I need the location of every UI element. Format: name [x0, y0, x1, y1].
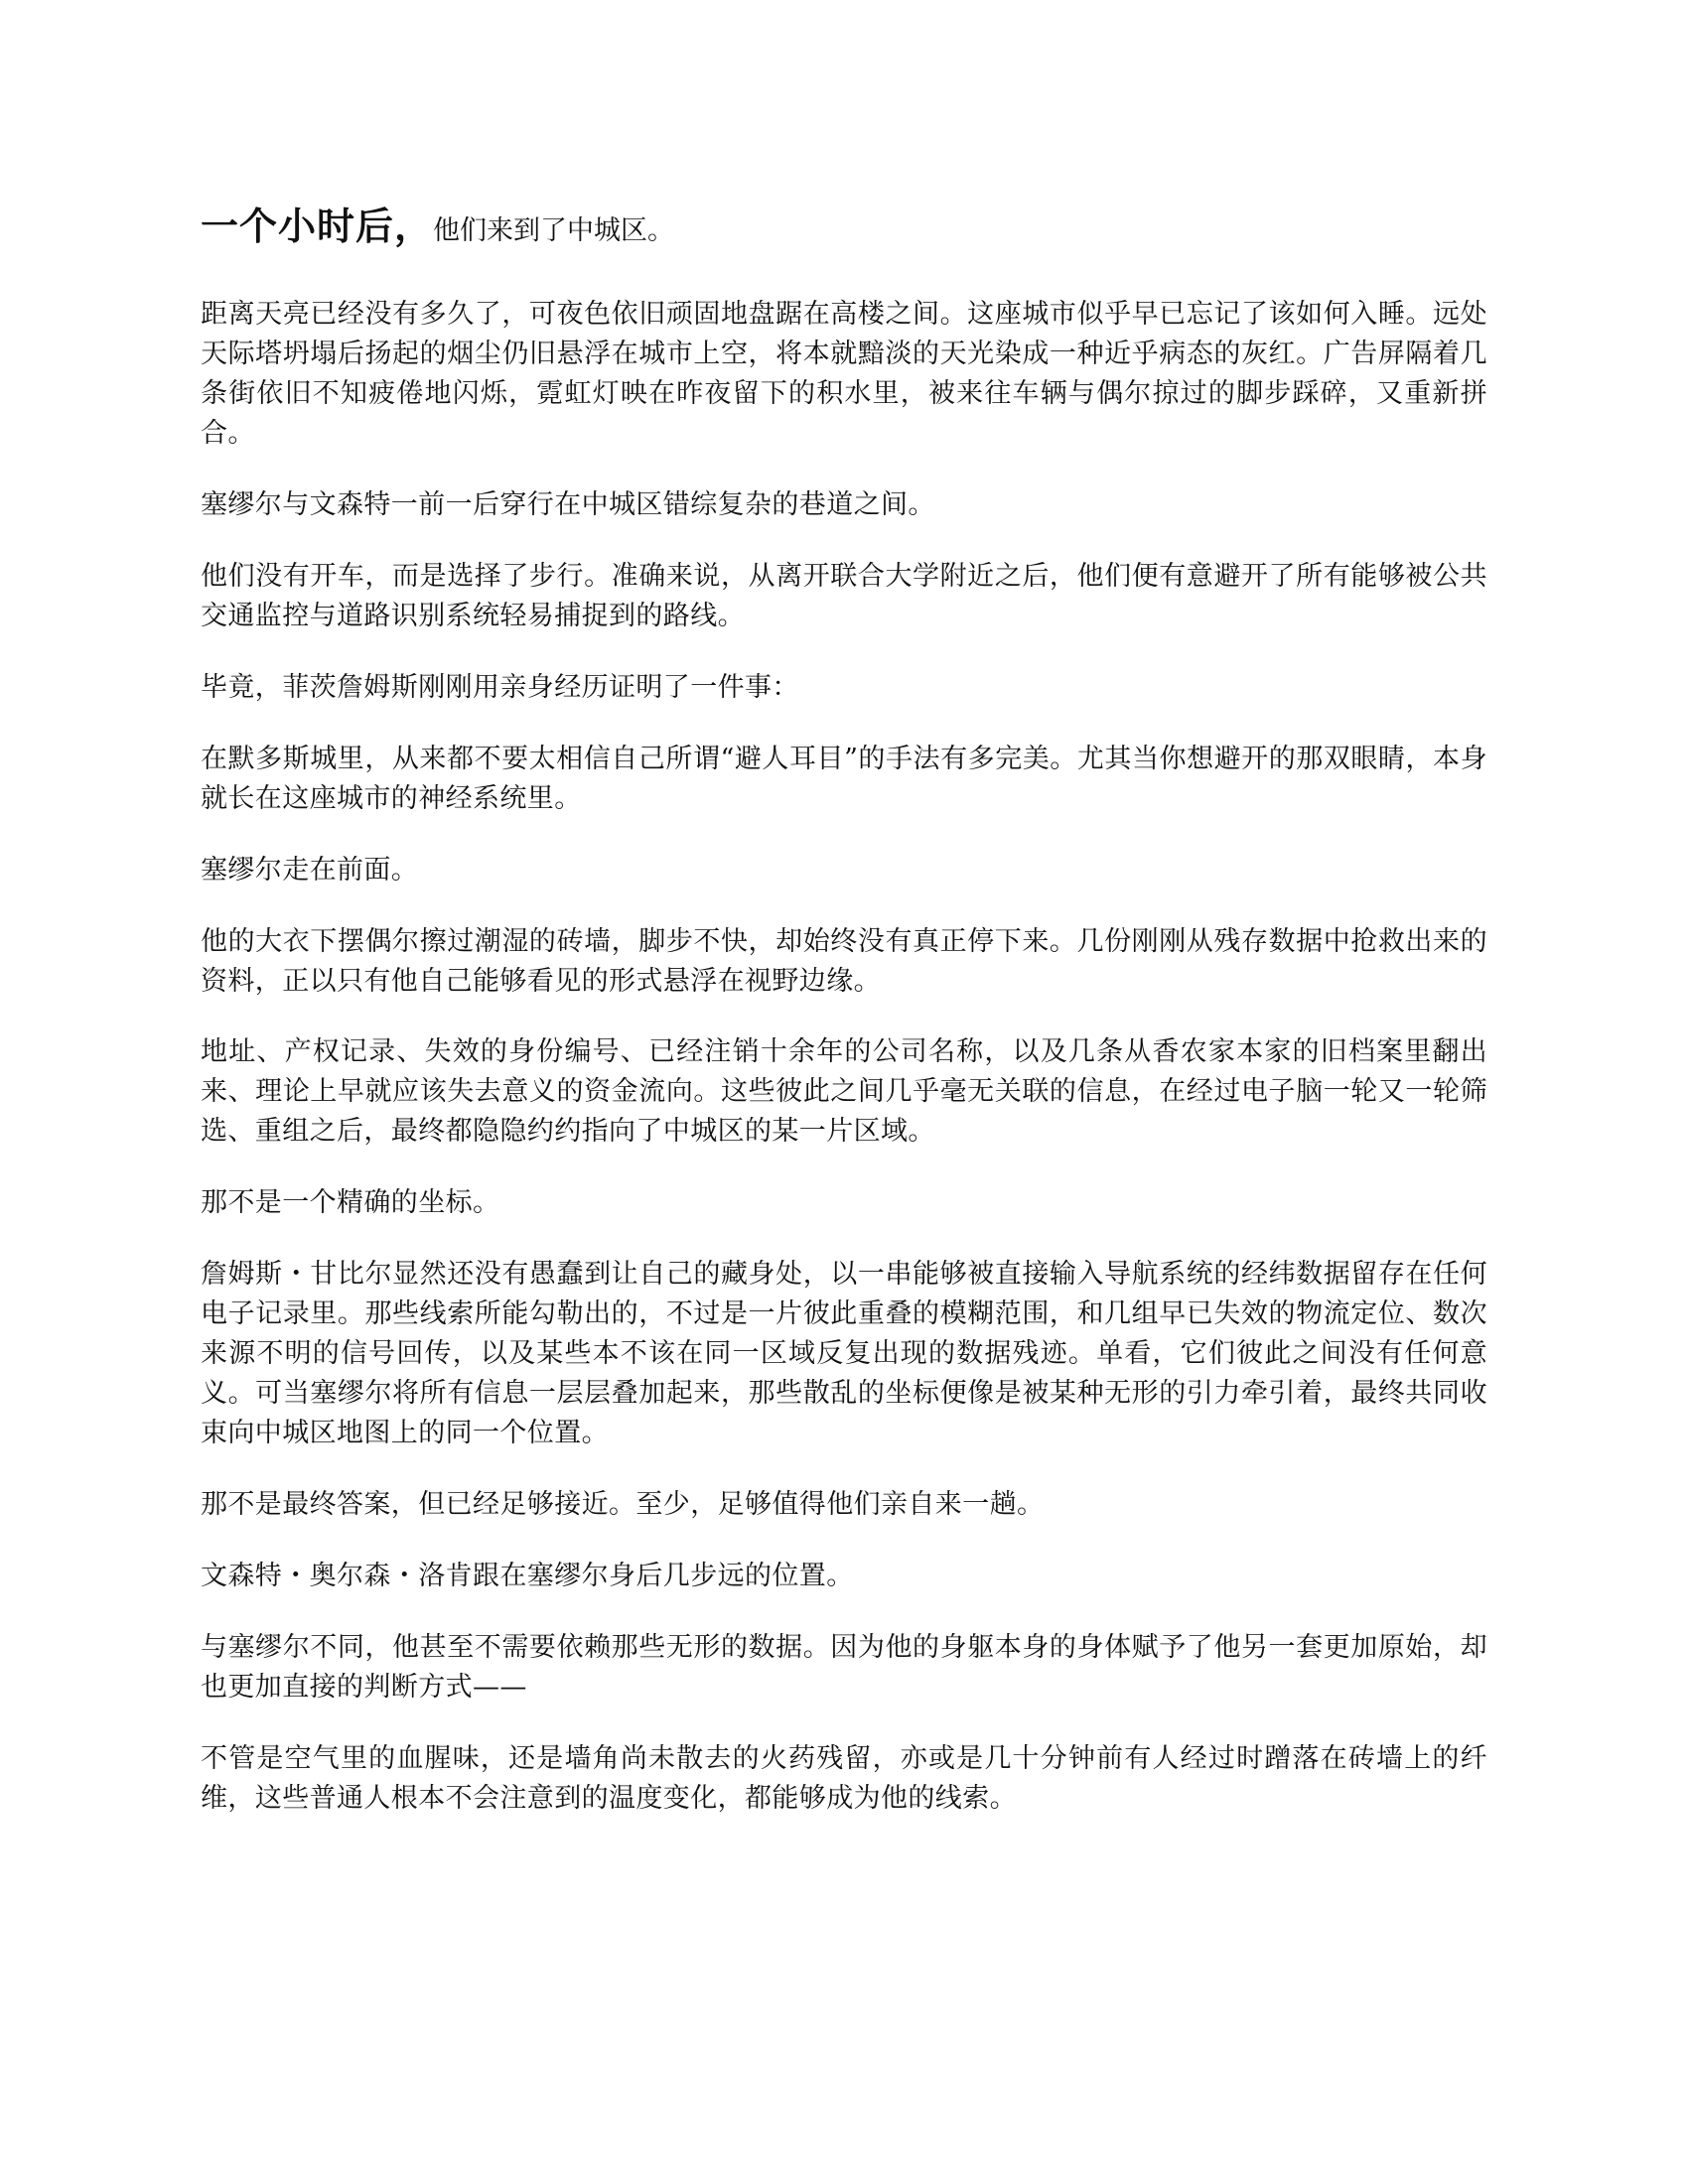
paragraph-4: 毕竟，菲茨詹姆斯刚刚用亲身经历证明了一件事： — [201, 671, 799, 703]
paragraph-6: 塞缪尔走在前面。 — [201, 854, 419, 886]
paragraph-13: 与塞缪尔不同，他甚至不需要依赖那些无形的数据。因为他的身躯本身的身体赋予了他另一套更加原始，却也更加直接的判断方式—— — [201, 1631, 1487, 1703]
paragraph-3: 他们没有开车，而是选择了步行。准确来说，从离开联合大学附近之后，他们便有意避开了所有能够被公共交通监控与道路识别系统轻易捕捉到的路线。 — [201, 560, 1487, 631]
paragraph-10: 詹姆斯・甘比尔显然还没有愚蠢到让自己的藏身处，以一串能够被直接输入导航系统的经纬数据留存在任何电子记录里。那些线索所能勾勒出的，不过是一片彼此重叠的模糊范围，和几组早已失效的物流定位、数次来源不明的信号回传，以及某些本不该在同一区域反复出现的数据残迹。单看，它们彼此之间没有任何意义。可当塞缪尔将所有信息一层层叠加起来，那些散乱的坐标便像是被某种无形的引力牵引着，最终共同收束向中城区地图上的同一个位置。 — [201, 1259, 1487, 1449]
paragraph-12: 文森特・奥尔森・洛肯跟在塞缪尔身后几步远的位置。 — [201, 1561, 854, 1592]
paragraph-2: 塞缪尔与文森特一前一后穿行在中城区错综复杂的巷道之间。 — [201, 488, 935, 520]
opening-lead: 一个小时后， — [201, 204, 434, 248]
paragraph-7: 他的大衣下摆偶尔擦过潮湿的砖墙，脚步不快，却始终没有真正停下来。几份刚刚从残存数据中抢救出来的资料，正以只有他自己能够看见的形式悬浮在视野边缘。 — [201, 925, 1487, 997]
paragraph-5: 在默多斯城里，从来都不要太相信自己所谓“避人耳目”的手法有多完美。尤其当你想避开的那双眼睛，本身就长在这座城市的神经系统里。 — [201, 743, 1487, 814]
paragraph-8: 地址、产权记录、失效的身份编号、已经注销十余年的公司名称，以及几条从香农家本家的旧档案里翻出来、理论上早就应该失去意义的资金流向。这些彼此之间几乎毫无关联的信息，在经过电子脑一轮又一轮筛选、重组之后，最终都隐隐约约指向了中城区的某一片区域。 — [201, 1036, 1487, 1148]
opening-line — [201, 199, 1487, 253]
paragraph-14: 不管是空气里的血腥味，还是墙角尚未散去的火药残留，亦或是几十分钟前有人经过时蹭落在砖墙上的纤维，这些普通人根本不会注意到的温度变化，都能够成为他的线索。 — [201, 1742, 1487, 1814]
paragraph-11: 那不是最终答案，但已经足够接近。至少，足够值得他们亲自来一趟。 — [201, 1489, 1045, 1521]
document-page — [201, 199, 1487, 1850]
paragraph-9: 那不是一个精确的坐标。 — [201, 1187, 500, 1219]
opening-rest: 他们来到了中城区。 — [433, 215, 675, 246]
paragraph-1: 距离天亮已经没有多久了，可夜色依旧顽固地盘踞在高楼之间。这座城市似乎早已忘记了该如何入睡。远处天际塔坍塌后扬起的烟尘仍旧悬浮在城市上空，将本就黯淡的天光染成一种近乎病态的灰红。广告屏隔着几条街依旧不知疲倦地闪烁，霓虹灯映在昨夜留下的积水里，被来往车辆与偶尔掠过的脚步踩碎，又重新拼合。 — [201, 299, 1487, 449]
